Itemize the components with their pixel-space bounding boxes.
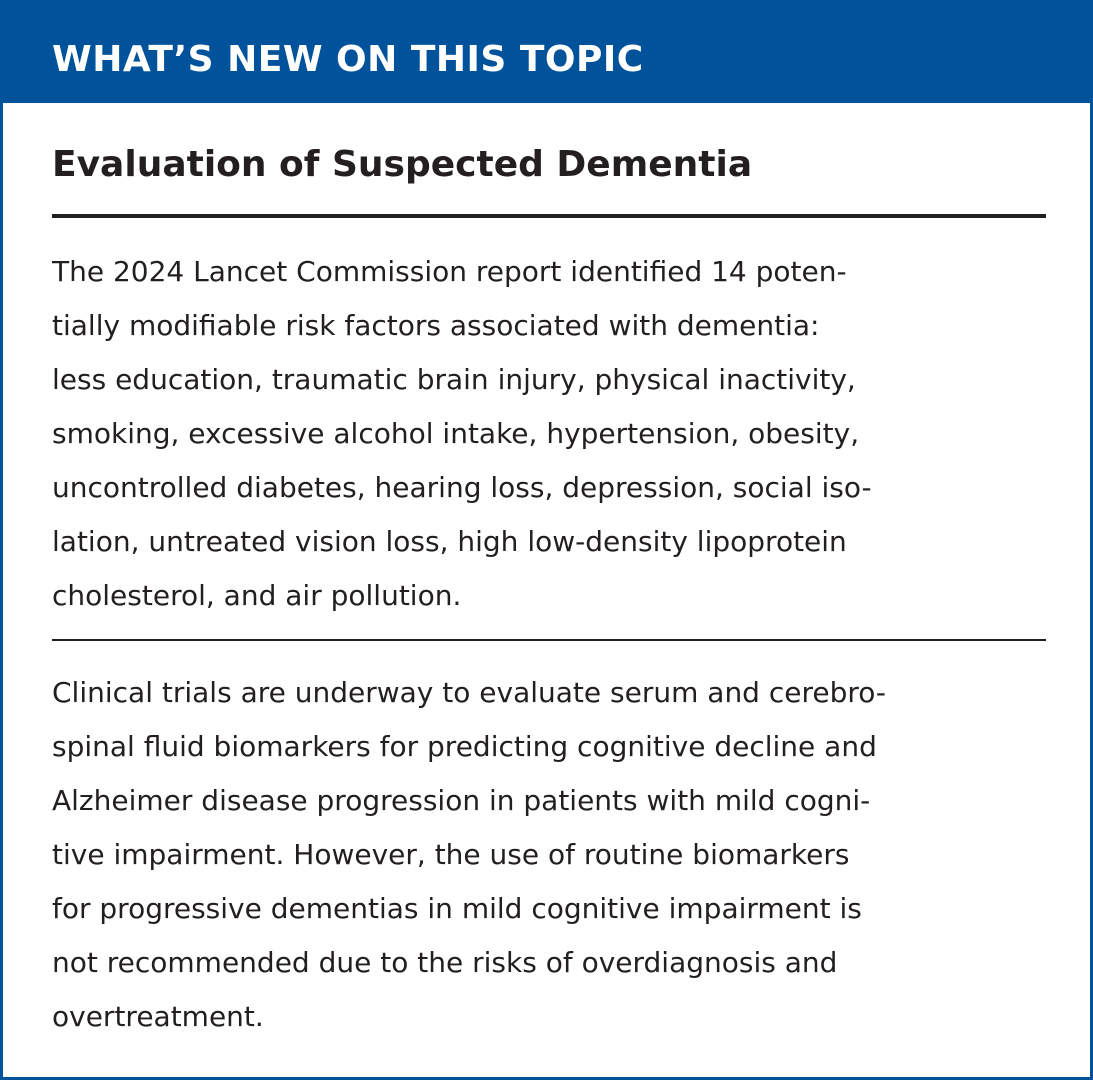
- paragraph-line: not recommended due to the risks of overdiagnosis and: [52, 946, 838, 979]
- paragraph-line: overtreatment.: [52, 1000, 264, 1033]
- paragraph-line: less education, traumatic brain injury, physical inactivity,: [52, 363, 856, 396]
- paragraph-divider: [52, 639, 1046, 641]
- paragraph-risk-factors: [52, 245, 872, 623]
- topic-banner: [3, 3, 1090, 103]
- paragraph-line: The 2024 Lancet Commission report identified 14 poten-: [52, 255, 847, 288]
- paragraph-line: spinal fluid biomarkers for predicting cognitive decline and: [52, 730, 877, 763]
- paragraph-line: tially modifiable risk factors associated with dementia:: [52, 309, 820, 342]
- section-title: Evaluation of Suspected Dementia: [52, 144, 753, 185]
- paragraph-line: uncontrolled diabetes, hearing loss, depression, social iso-: [52, 471, 872, 504]
- paragraph-biomarkers: [52, 666, 886, 1044]
- banner-heading: WHAT’S NEW ON THIS TOPIC: [52, 39, 644, 80]
- paragraph-line: Alzheimer disease progression in patients with mild cogni-: [52, 784, 871, 817]
- paragraph-line: lation, untreated vision loss, high low-density lipoprotein: [52, 525, 847, 558]
- paragraph-line: Clinical trials are underway to evaluate serum and cerebro-: [52, 676, 887, 709]
- paragraph-line: cholesterol, and air pollution.: [52, 579, 462, 612]
- title-divider: [52, 214, 1046, 218]
- paragraph-line: for progressive dementias in mild cognitive impairment is: [52, 892, 862, 925]
- paragraph-line: tive impairment. However, the use of routine biomarkers: [52, 838, 850, 871]
- paragraph-line: smoking, excessive alcohol intake, hypertension, obesity,: [52, 417, 860, 450]
